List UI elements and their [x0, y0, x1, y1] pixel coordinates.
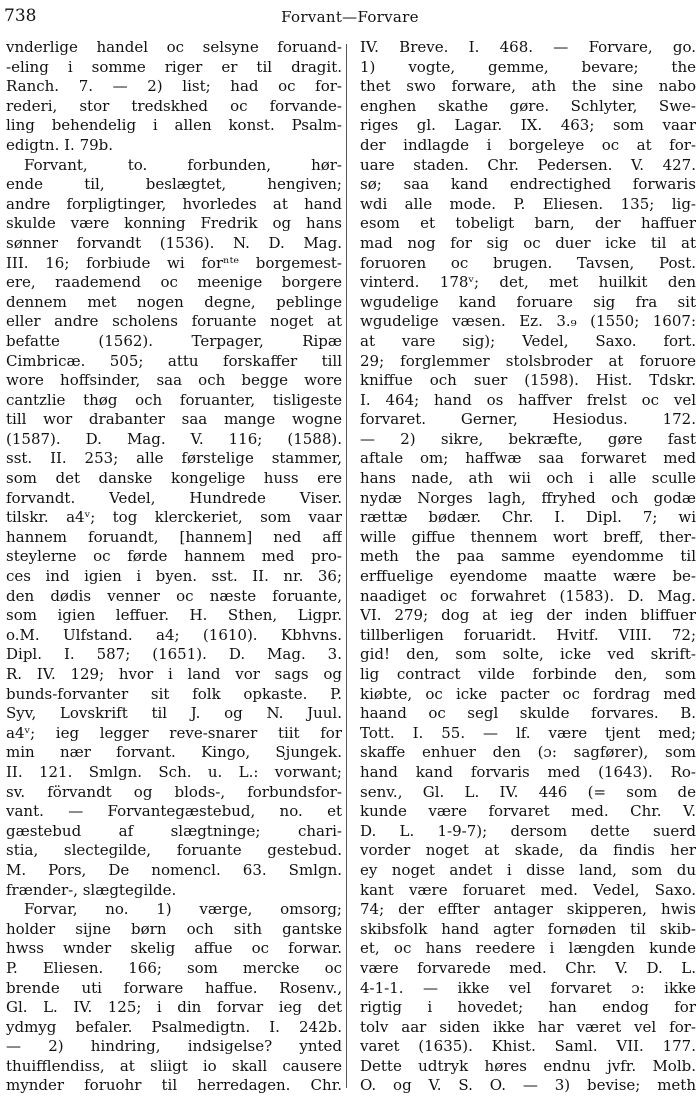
text-line: 74; der effter antager skipperen, hwis — [360, 900, 696, 919]
text-line: Cimbricæ. 505; attu forskaffer till — [6, 351, 342, 370]
text-line: cantzlie thøg och foruanter, tisligeste — [6, 390, 342, 409]
text-line: holder sijne børn och sith gantske — [6, 919, 342, 938]
text-line: skaffe enhuer den (ɔ: sagfører), som — [360, 743, 696, 762]
text-line: steylerne oc førde hannem med pro- — [6, 547, 342, 566]
text-line: naadiget oc forwahret (1583). D. Mag. — [360, 586, 696, 605]
text-line: vnderlige handel oc selsyne foruand- — [6, 38, 342, 56]
text-line: esom et tobeligt barn, der haffuer — [360, 214, 696, 233]
text-line: II. 121. Smlgn. Sch. u. L.: vorwant; — [6, 762, 342, 781]
text-line: 29; forglemmer stolsbroder at foruore — [360, 351, 696, 370]
text-line: at vare sig); Vedel, Saxo. fort. — [360, 331, 696, 350]
text-line: Tott. I. 55. — lf. være tjent med; — [360, 723, 696, 742]
text-line: hand kand forvaris med (1643). Ro- — [360, 762, 696, 781]
text-line: enghen skathe gøre. Schlyter, Swe- — [360, 96, 696, 115]
text-line: -eling i somme riger er til dragit. — [6, 57, 342, 76]
text-line: edigtn. I. 79b. — [6, 135, 114, 154]
text-line: tolv aar siden ikke har været vel for- — [360, 1017, 696, 1036]
text-line: varet (1635). Khist. Saml. VII. 177. — [360, 1037, 696, 1056]
text-line: III. 16; forbiude wi forⁿᵗᵉ borgemest- — [6, 253, 342, 272]
text-line: M. Pors, De nomencl. 63. Smlgn. — [6, 860, 342, 879]
text-line: hans nade, ath wii och i alle sculle — [360, 469, 696, 488]
text-line: nydæ Norges lagh, ffryhed och godæ — [360, 488, 696, 507]
text-line: I. 464; hand os haffver frelst oc vel — [360, 390, 696, 409]
text-line: rættæ bødær. Chr. I. Dipl. 7; wi — [360, 508, 696, 527]
text-line: ling behendelig i allen konst. Psalm- — [6, 116, 342, 135]
text-line: kant være foruaret med. Vedel, Saxo. — [360, 880, 696, 899]
page-number: 738 — [4, 6, 37, 26]
text-line: R. IV. 129; hvor i land vor sags og — [6, 665, 342, 683]
text-line: thuifflendiss, at sliigt io skall causere — [6, 1056, 342, 1075]
text-line: eller andre scholens foruante noget at — [6, 312, 342, 331]
text-line: 4-1-1. — ikke vel forvaret ɔ: ikke — [360, 978, 696, 997]
text-line: wgudelige væsen. Ez. 3.₉ (1550; 1607: — [360, 312, 696, 331]
text-line: et, oc hans reedere i længden kunde — [360, 939, 696, 958]
left-column — [6, 38, 342, 1096]
text-line: wdi alle mode. P. Eliesen. 135; lig- — [360, 194, 696, 213]
text-line: ey noget andet i disse land, som du — [360, 860, 696, 879]
text-line: sø; saa kand endrectighed forwaris — [360, 175, 696, 194]
text-line: stia, slectegilde, foruante gestebud. — [6, 841, 342, 860]
text-line: forvandt. Vedel, Hundrede Viser. — [6, 488, 342, 507]
page-header — [0, 6, 700, 30]
text-line: meth the paa samme eyendomme til — [360, 547, 696, 566]
running-head: Forvant—Forvare — [281, 8, 419, 26]
column-divider — [346, 44, 347, 1088]
text-line: riges gl. Lagar. IX. 463; som vaar — [360, 116, 696, 135]
text-line: Dipl. I. 587; (1651). D. Mag. 3. — [6, 645, 342, 664]
text-line: D. L. 1-9-7); dersom dette suerd — [360, 821, 696, 840]
text-line: Gl. L. IV. 125; i din forvar ieg det — [6, 998, 342, 1017]
text-line: (1587). D. Mag. V. 116; (1588). — [6, 429, 342, 448]
right-column — [360, 38, 696, 1096]
text-line: brende uti forware haffue. Rosenv., — [6, 978, 342, 997]
text-line: som igien leffuer. H. Sthen, Ligpr. — [6, 606, 342, 625]
text-line: der indlagde i borgeleye oc at for- — [360, 135, 696, 154]
text-line: rigtig i hovedet; han endog for — [360, 998, 696, 1017]
text-line: mad nog for sig oc duer icke til at — [360, 233, 696, 252]
text-line: IV. Breve. I. 468. — Forvare, go. — [360, 38, 696, 56]
text-line: O. og V. S. O. — 3) bevise; meth — [360, 1076, 696, 1095]
text-line: bunds-forvanter sit folk opkaste. P. — [6, 684, 342, 703]
text-line: vant. — Forvantegæstebud, no. et — [6, 802, 342, 821]
text-line: Dette udtryk høres endnu jvfr. Molb. — [360, 1056, 696, 1075]
text-line: skibsfolk hand agter fornøden til skib- — [360, 919, 696, 938]
text-line: ydmyg befaler. Psalmedigtn. I. 242b. — [6, 1017, 342, 1036]
text-line: wille giffue thennem wort breff, ther- — [360, 527, 696, 546]
text-line: till wor drabanter saa mange wogne — [6, 410, 342, 429]
text-line: P. Eliesen. 166; som mercke oc — [6, 958, 342, 977]
text-line: foruoren oc brugen. Tavsen, Post. — [360, 253, 696, 272]
text-line: gæstebud af slægtninge; chari- — [6, 821, 342, 840]
text-line: tilskr. a4ᵛ; tog klerckeriet, som vaar — [6, 508, 342, 527]
text-line: forvaret. Gerner, Hesiodus. 172. — [360, 410, 696, 429]
text-line: andre forpligtinger, hvorledes at hand — [6, 194, 342, 213]
text-line: som det danske kongelige huss ere — [6, 469, 342, 488]
text-line: erffuelige eyendome maatte wære be- — [360, 567, 696, 586]
text-line: — 2) hindring, indsigelse? ynted — [6, 1037, 342, 1056]
text-line: ces ind igien i byen. sst. II. nr. 36; — [6, 567, 342, 586]
text-line: min nær forvant. Kingo, Sjungek. — [6, 743, 342, 762]
text-line: hwss wnder skelig affue oc forwar. — [6, 939, 342, 958]
text-line: wore hoffsinder, saa och begge wore — [6, 371, 342, 390]
text-line: dennem met nogen degne, peblinge — [6, 292, 342, 311]
text-line: haand oc segl skulde forvares. B. — [360, 704, 696, 723]
text-line: aftale om; haffwæ saa forwaret med — [360, 449, 696, 468]
text-line: rederi, stor tredskhed oc forvande- — [6, 96, 342, 115]
text-line: thet swo forware, ath the sine nabo — [360, 77, 696, 96]
text-line: den dødis venner oc næste foruante, — [6, 586, 342, 605]
text-line: ende til, beslægtet, hengiven; — [6, 175, 342, 194]
text-line: gid! den, som solte, icke ved skrift- — [360, 645, 696, 664]
text-line: VI. 279; dog at ieg der inden bliffuer — [360, 606, 696, 625]
text-line: Forvar, no. 1) værge, omsorg; — [24, 900, 342, 919]
text-line: mynder foruohr til herredagen. Chr. — [6, 1076, 342, 1095]
text-line: sst. II. 253; alle førstelige stammer, — [6, 449, 342, 468]
text-line: — 2) sikre, bekræfte, gøre fast — [360, 429, 696, 448]
text-line: kiøbte, oc icke pacter oc fordrag med — [360, 684, 696, 703]
text-line: Ranch. 7. — 2) list; had oc for- — [6, 77, 342, 96]
text-line: kniffue och suer (1598). Hist. Tdskr. — [360, 371, 696, 390]
text-line: 1) vogte, gemme, bevare; the — [360, 57, 696, 76]
text-line: tillberligen foruaridt. Hvitf. VIII. 72; — [360, 625, 696, 644]
text-line: kunde være forvaret med. Chr. V. — [360, 802, 696, 821]
text-line: lig contract vilde forbinde den, som — [360, 665, 696, 683]
text-line: være forvarede med. Chr. V. D. L. — [360, 958, 696, 977]
text-line: sv. förvandt og blods-, forbundsfor- — [6, 782, 342, 801]
text-line: Forvant, to. forbunden, hør- — [24, 155, 342, 174]
text-line: hannem foruandt, [hannem] ned aff — [6, 527, 342, 546]
text-line: o.M. Ulfstand. a4; (1610). Kbhvns. — [6, 625, 342, 644]
text-line: Syv, Lovskrift til J. og N. Juul. — [6, 704, 342, 723]
text-line: wgudelige kand foruare sig fra sit — [360, 292, 696, 311]
text-line: uare staden. Chr. Pedersen. V. 427. — [360, 155, 696, 174]
text-line: skulde være konning Fredrik og hans — [6, 214, 342, 233]
text-line: ere, raademend oc meenige borgere — [6, 273, 342, 292]
text-line: vorder noget at skade, da findis her — [360, 841, 696, 860]
text-line: befatte (1562). Terpager, Ripæ — [6, 331, 342, 350]
text-line: a4ᵛ; ieg legger reve-snarer tiit for — [6, 723, 342, 742]
text-line: sønner forvandt (1536). N. D. Mag. — [6, 233, 342, 252]
text-line: frænder-, slægtegilde. — [6, 880, 177, 899]
text-line: senv., Gl. L. IV. 446 (= som de — [360, 782, 696, 801]
text-line: vinterd. 178ᵛ; det, met huilkit den — [360, 273, 696, 292]
